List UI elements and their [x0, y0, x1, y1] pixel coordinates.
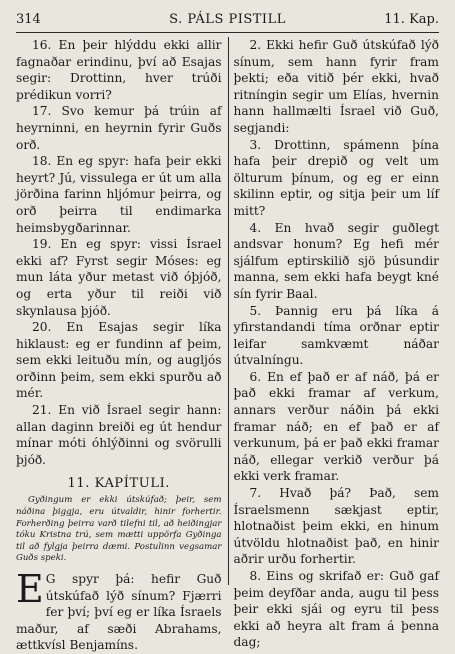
verse: 17. Svo kemur þá trúin af heyrninni, en heyrnin fyrir Guðs orð.	[16, 104, 222, 152]
verse: 16. En þeir hlýddu ekki allir fagnaðar erindinu, því að Esajas segir: Drottinn, hver trúði prédikun vorri?	[16, 38, 222, 102]
verse: 21. En við Ísrael segir hann: allan daginn breiði eg út hendur mínar móti óhlýðinni og svörulli þjóð.	[16, 403, 222, 467]
running-header	[16, 10, 439, 33]
verse: 19. En eg spyr: vissi Ísrael ekki af? Fyrst segir Móses: eg mun láta yður metast við óþjóð, og erta yður til reiði við skynlausa þjóð.	[16, 237, 222, 318]
verse: 18. En eg spyr: hafa þeir ekki heyrt? Jú, vissulega er út um alla jörðina farinn hljómur þeirra, og orð þeirra til endimarka heimsbygðarinnar.	[16, 154, 222, 235]
first-verse	[16, 567, 222, 654]
verse: 3. Drottinn, spámenn þína hafa þeir drepið og velt um ölturum þínum, og eg er einn skilinn eptir, og sitja þeir um líf mitt?	[233, 137, 439, 218]
verse: 2. Ekki hefir Guð útskúfað lýð sínum, sem hann fyrir fram þekti; eða vitið þér ekki, hvað ritníngin segir um Elías, hvernin hann hallmælti Ísrael við Guð, segjandi:	[233, 38, 439, 135]
verse: 4. En hvað segir guðlegt andsvar honum? Eg hefi mér sjálfum eptirskilið sjö þúsundir manna, sem ekki hafa beygt kné sín fyrir Baal.	[233, 220, 439, 301]
right-column	[228, 37, 440, 650]
verse: 20. En Esajas segir líka hiklaust: eg er fundinn af þeim, sem ekki leituðu mín, og augljós orðinn þeim, sem ekki spurðu að mér.	[16, 320, 222, 401]
drop-cap: E	[16, 567, 44, 611]
page-number: 314	[16, 12, 41, 27]
left-column	[16, 37, 228, 653]
verse: 6. En ef það er af náð, þá er það ekki framar af verkum, annars verður náðin þá ekki framar náð; en ef það er af verkunum, þá er það ekki framar náð, ellegar verkið verður þá ekki verk framar.	[233, 369, 439, 484]
chapter-indicator: 11. Kap.	[384, 12, 439, 27]
verse: 7. Hvað þá? Það, sem Ísraelsmenn sækjast eptir, hlotnaðist þeim ekki, en hinum útvöldu hlotnaðist það, en hinir aðrir urðu forhertir.	[233, 486, 439, 567]
verse: 5. Þannig eru þá líka á yfirstandandi tíma orðnar eptir leifar samkvæmt náðar útvalníngu.	[233, 303, 439, 368]
chapter-title: 11. KAPÍTULI.	[67, 476, 171, 492]
first-verse-text: G spyr þá: hefir Guð útskúfað lýð sínum? Fjærri fer því; því eg er líka Ísraels maður, af sæði Abrahams, ættkvísl Benjamíns.	[16, 572, 222, 653]
text-columns	[16, 37, 439, 653]
verse: 8. Eins og skrifað er: Guð gaf þeim deyfðar anda, augu til þess þeir ekki sjái og eyru til þess ekki að heyra alt fram á þenna dag;	[233, 569, 439, 650]
column-divider	[228, 37, 229, 585]
running-title: S. PÁLS PISTILL	[169, 12, 286, 27]
chapter-summary: Gyðingum er ekki útskúfað; þeir, sem náðina þiggja, eru útvaldir, hinir forhertir. Forherðing þeirra varð tilefni til, að heiðingjar tóku Kristna trú, sem mætti uppörfa Gyðinga til að fylgja þeirra dæmi. Postulinn vegsamar Guðs speki.	[16, 495, 222, 564]
